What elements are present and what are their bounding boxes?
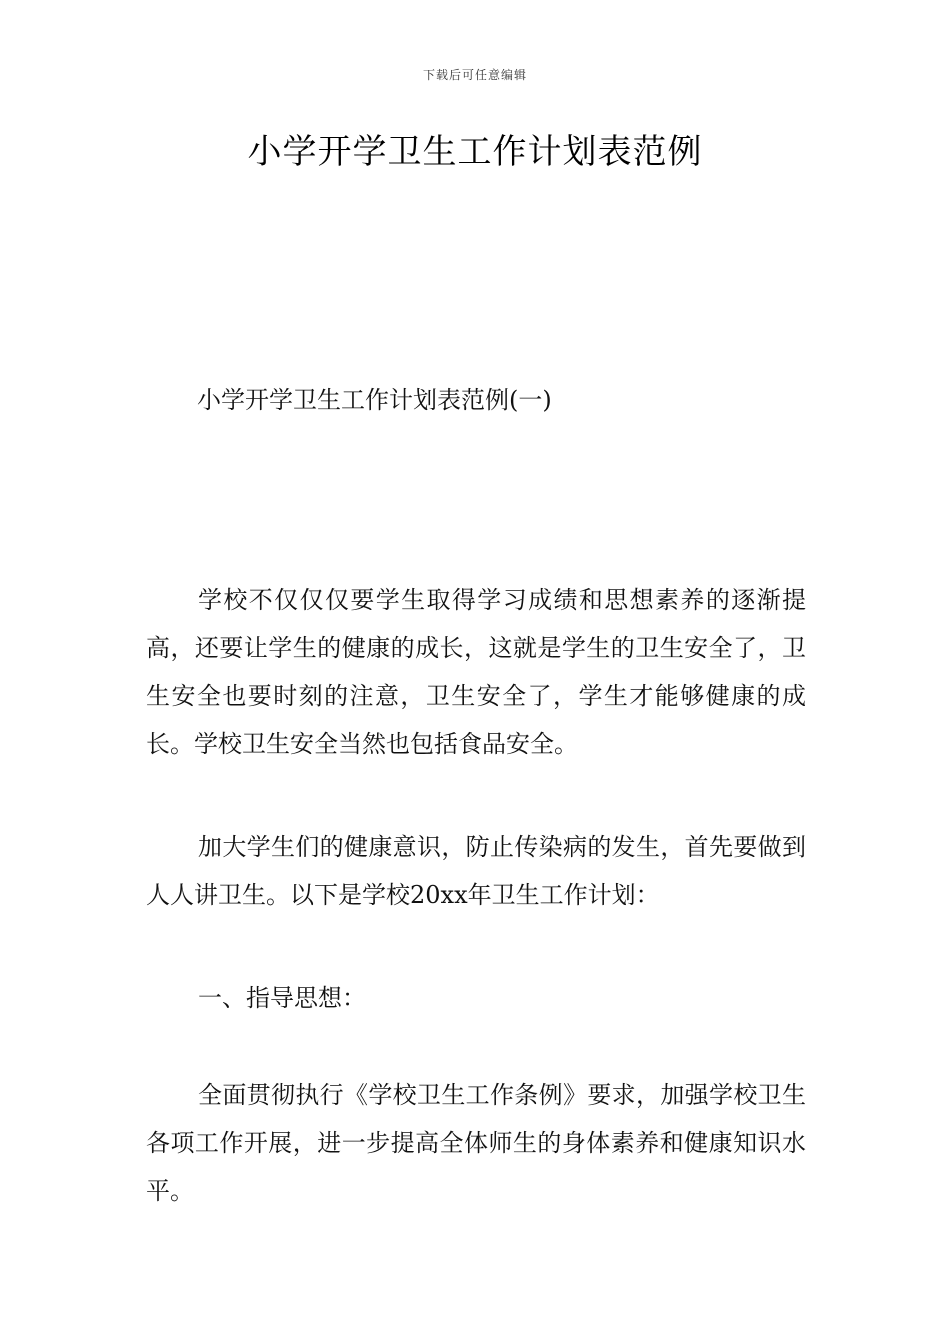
paragraph-awareness: 加大学生们的健康意识，防止传染病的发生，首先要做到人人讲卫生。以下是学校20xx年卫生工作计划： bbox=[146, 833, 806, 909]
section-heading-guiding-ideology: 一、指导思想： bbox=[198, 984, 366, 1012]
paragraph-intro: 学校不仅仅仅要学生取得学习成绩和思想素养的逐渐提高，还要让学生的健康的成长，这就是学生的卫生安全了，卫生安全也要时刻的注意，卫生安全了，学生才能够健康的成长。学校卫生安全当然也包括食品安全。 bbox=[146, 586, 806, 758]
paragraph-guiding-ideology: 全面贯彻执行《学校卫生工作条例》要求，加强学校卫生各项工作开展，进一步提高全体师生的身体素养和健康知识水平。 bbox=[146, 1081, 806, 1205]
header-note: 下载后可任意编辑 bbox=[422, 68, 527, 82]
section-subtitle: 小学开学卫生工作计划表范例(一) bbox=[197, 386, 552, 414]
document-title: 小学开学卫生工作计划表范例 bbox=[247, 132, 703, 172]
